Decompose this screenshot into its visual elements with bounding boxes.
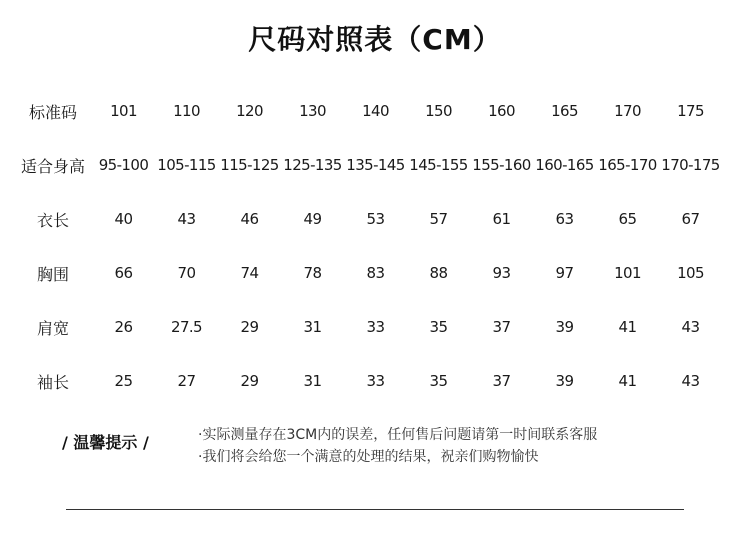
table-cell: 65 <box>618 210 637 228</box>
table-cell: 33 <box>366 318 385 336</box>
table-cell: 49 <box>303 210 322 228</box>
table-cell: 33 <box>366 372 385 390</box>
table-cell: 115-125 <box>220 156 279 174</box>
table-cell: 130 <box>299 102 326 120</box>
table-cell: 27.5 <box>171 318 202 336</box>
row-label: 袖长 <box>36 372 69 392</box>
table-cell: 25 <box>114 372 133 390</box>
row-label: 适合身高 <box>20 156 85 176</box>
table-cell: 145-155 <box>409 156 468 174</box>
size-chart-table <box>14 84 722 408</box>
table-cell: 37 <box>492 318 511 336</box>
row-label: 胸围 <box>36 264 69 284</box>
table-row <box>14 354 722 408</box>
table-cell: 93 <box>492 264 511 282</box>
table-row <box>14 192 722 246</box>
row-label: 标准码 <box>28 102 77 122</box>
tip-line: ·我们将会给您一个满意的处理的结果，祝亲们购物愉快 <box>198 449 539 465</box>
table-cell: 35 <box>429 372 448 390</box>
table-cell: 88 <box>429 264 448 282</box>
table-cell: 31 <box>303 318 322 336</box>
table-cell: 27 <box>177 372 196 390</box>
row-label: 肩宽 <box>36 318 69 338</box>
table-cell: 29 <box>240 318 259 336</box>
table-cell: 160 <box>488 102 515 120</box>
table-cell: 101 <box>110 102 137 120</box>
page-title: 尺码对照表（CM） <box>248 23 502 56</box>
table-cell: 165 <box>551 102 578 120</box>
table-cell: 165-170 <box>598 156 657 174</box>
table-cell: 101 <box>614 264 641 282</box>
table-cell: 66 <box>114 264 133 282</box>
table-cell: 105 <box>677 264 704 282</box>
table-cell: 40 <box>114 210 133 228</box>
table-cell: 35 <box>429 318 448 336</box>
table-cell: 83 <box>366 264 385 282</box>
row-label: 衣长 <box>36 210 69 230</box>
table-cell: 78 <box>303 264 322 282</box>
tip-line: ·实际测量存在3CM内的误差，任何售后问题请第一时间联系客服 <box>198 427 598 443</box>
table-cell: 170-175 <box>661 156 720 174</box>
table-cell: 46 <box>240 210 259 228</box>
table-cell: 61 <box>492 210 511 228</box>
table-row <box>14 84 722 138</box>
table-cell: 26 <box>114 318 133 336</box>
table-cell: 74 <box>240 264 259 282</box>
table-cell: 155-160 <box>472 156 531 174</box>
table-cell: 29 <box>240 372 259 390</box>
table-cell: 57 <box>429 210 448 228</box>
table-cell: 41 <box>618 372 637 390</box>
table-cell: 43 <box>177 210 196 228</box>
table-cell: 170 <box>614 102 641 120</box>
table-cell: 53 <box>366 210 385 228</box>
table-cell: 31 <box>303 372 322 390</box>
table-cell: 160-165 <box>535 156 594 174</box>
tips-label: / 温馨提示 / <box>62 433 149 452</box>
table-cell: 67 <box>681 210 700 228</box>
table-cell: 97 <box>555 264 574 282</box>
table-cell: 125-135 <box>283 156 342 174</box>
table-cell: 105-115 <box>157 156 216 174</box>
tips-list <box>198 424 597 468</box>
table-cell: 120 <box>236 102 263 120</box>
bottom-divider <box>66 509 684 510</box>
table-cell: 39 <box>555 372 574 390</box>
table-cell: 43 <box>681 372 700 390</box>
table-row <box>14 138 722 192</box>
table-cell: 41 <box>618 318 637 336</box>
table-cell: 95-100 <box>98 156 149 174</box>
table-cell: 150 <box>425 102 452 120</box>
table-cell: 135-145 <box>346 156 405 174</box>
table-cell: 175 <box>677 102 704 120</box>
table-cell: 37 <box>492 372 511 390</box>
table-row <box>14 300 722 354</box>
table-row <box>14 246 722 300</box>
table-cell: 70 <box>177 264 196 282</box>
table-cell: 39 <box>555 318 574 336</box>
table-cell: 110 <box>173 102 200 120</box>
table-cell: 43 <box>681 318 700 336</box>
table-cell: 140 <box>362 102 389 120</box>
table-cell: 63 <box>555 210 574 228</box>
